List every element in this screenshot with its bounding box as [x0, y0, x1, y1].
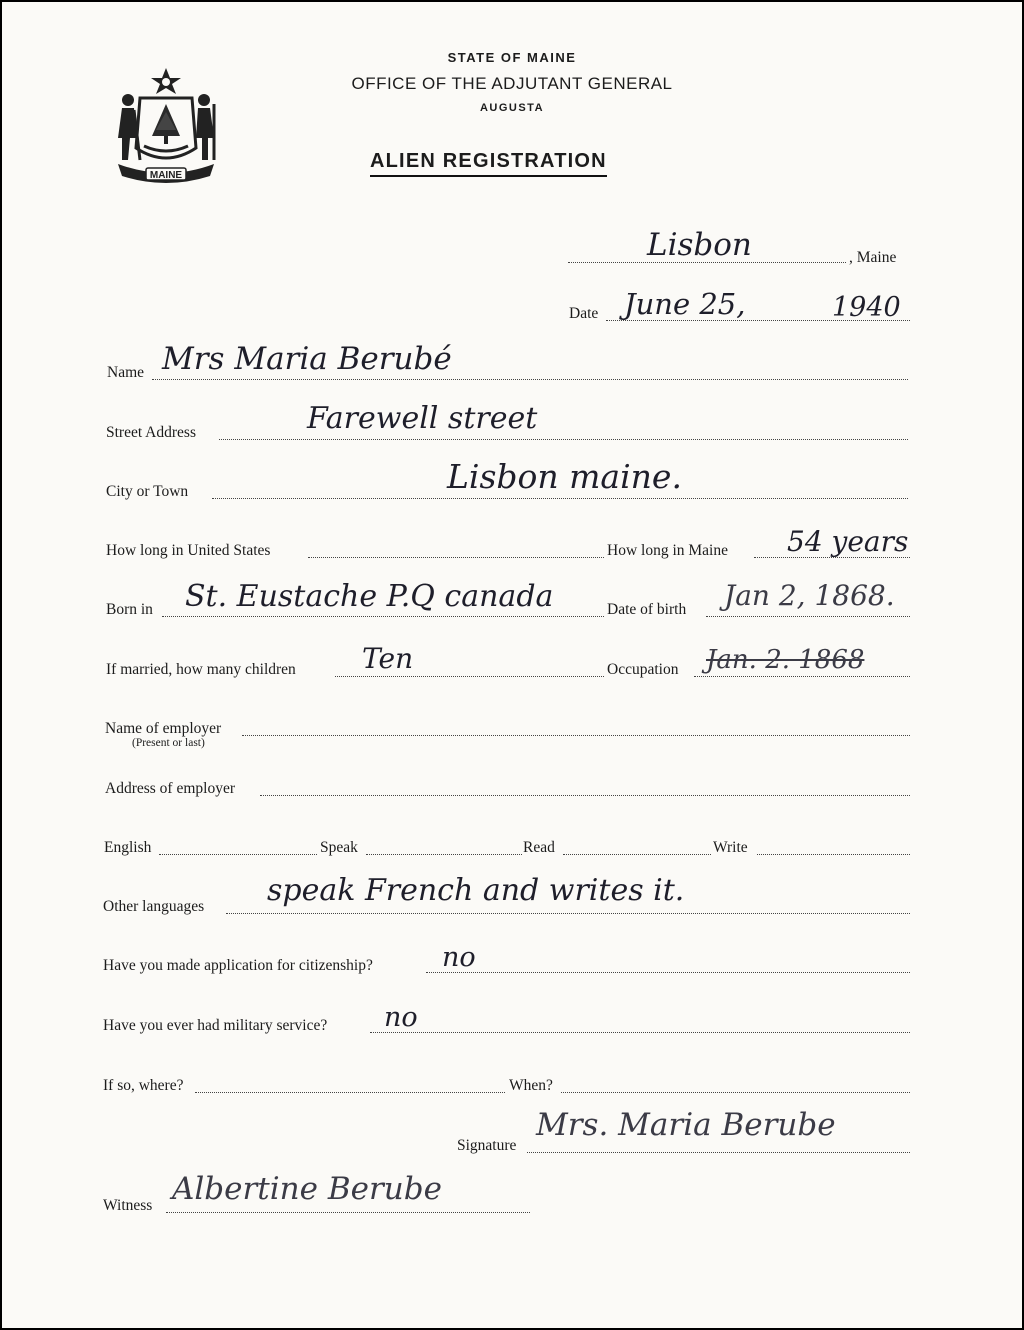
name-line — [152, 379, 908, 380]
witness-line — [166, 1212, 530, 1213]
office-heading: OFFICE OF THE ADJUTANT GENERAL — [351, 74, 673, 93]
born-in-label: Born in — [106, 601, 153, 618]
date-of-birth-value: Jan 2, 1868. — [724, 579, 895, 612]
state-heading: STATE OF MAINE — [447, 50, 577, 65]
seal-motto: MAINE — [149, 170, 183, 181]
city-or-town-value: Lisbon maine. — [447, 457, 682, 496]
witness-label: Witness — [103, 1197, 153, 1214]
how-long-maine-value: 54 years — [787, 525, 909, 558]
how-long-us-line — [308, 557, 604, 558]
other-languages-line — [226, 913, 910, 914]
military-line — [370, 1032, 910, 1033]
name-value: Mrs Maria Berubé — [162, 341, 452, 377]
street-address-value: Farewell street — [307, 401, 538, 436]
write-trailing-line — [757, 854, 910, 855]
date-value-year: 1940 — [832, 292, 901, 323]
city-heading: AUGUSTA — [479, 102, 545, 114]
if-so-where-label: If so, where? — [103, 1077, 184, 1094]
english-line — [159, 854, 317, 855]
occupation-line — [694, 676, 910, 677]
date-value-day: June 25, — [624, 287, 746, 321]
occupation-label: Occupation — [607, 661, 679, 678]
date-of-birth-line — [706, 616, 910, 617]
form-title: ALIEN REGISTRATION — [370, 150, 607, 177]
occupation-value-struck: Jan. 2. 1868 — [706, 645, 865, 675]
street-address-line — [219, 439, 908, 440]
employer-address-label: Address of employer — [105, 780, 235, 797]
children-line — [335, 676, 604, 677]
witness-value: Albertine Berube — [172, 1171, 442, 1207]
citizenship-line — [426, 972, 910, 973]
employer-address-line — [260, 795, 910, 796]
name-label: Name — [107, 364, 145, 381]
employer-name-label: Name of employer — [105, 720, 222, 737]
children-value: Ten — [362, 642, 414, 675]
born-in-line — [162, 616, 604, 617]
read-label: Read — [523, 839, 555, 856]
employer-name-sublabel: (Present or last) — [132, 737, 205, 749]
citizenship-label: Have you made application for citizenship? — [103, 957, 373, 974]
english-label: English — [104, 839, 152, 856]
citizenship-value: no — [442, 942, 476, 973]
read-line — [366, 854, 522, 855]
other-languages-label: Other languages — [103, 898, 205, 915]
military-value: no — [384, 1002, 418, 1033]
town-value: Lisbon — [647, 227, 752, 263]
employer-name-line — [242, 735, 910, 736]
signature-value: Mrs. Maria Berube — [536, 1107, 836, 1143]
children-label: If married, how many children — [106, 661, 296, 678]
maine-label: , Maine — [849, 249, 897, 266]
military-label: Have you ever had military service? — [103, 1017, 328, 1034]
how-long-maine-label: How long in Maine — [607, 542, 728, 559]
signature-label: Signature — [457, 1137, 517, 1154]
street-address-label: Street Address — [106, 424, 196, 441]
city-or-town-label: City or Town — [106, 483, 189, 500]
city-or-town-line — [212, 498, 908, 499]
date-of-birth-label: Date of birth — [607, 601, 687, 618]
date-label: Date — [569, 305, 599, 322]
maine-state-seal-icon — [110, 64, 222, 188]
other-languages-value: speak French and writes it. — [267, 873, 685, 908]
speak-label: Speak — [320, 839, 358, 856]
write-label: Write — [713, 839, 748, 856]
signature-line — [527, 1152, 910, 1153]
when-label: When? — [509, 1077, 553, 1094]
born-in-value: St. Eustache P.Q canada — [185, 579, 554, 614]
when-line — [561, 1092, 910, 1093]
write-line — [563, 854, 711, 855]
where-line — [195, 1092, 505, 1093]
how-long-us-label: How long in United States — [106, 542, 271, 559]
